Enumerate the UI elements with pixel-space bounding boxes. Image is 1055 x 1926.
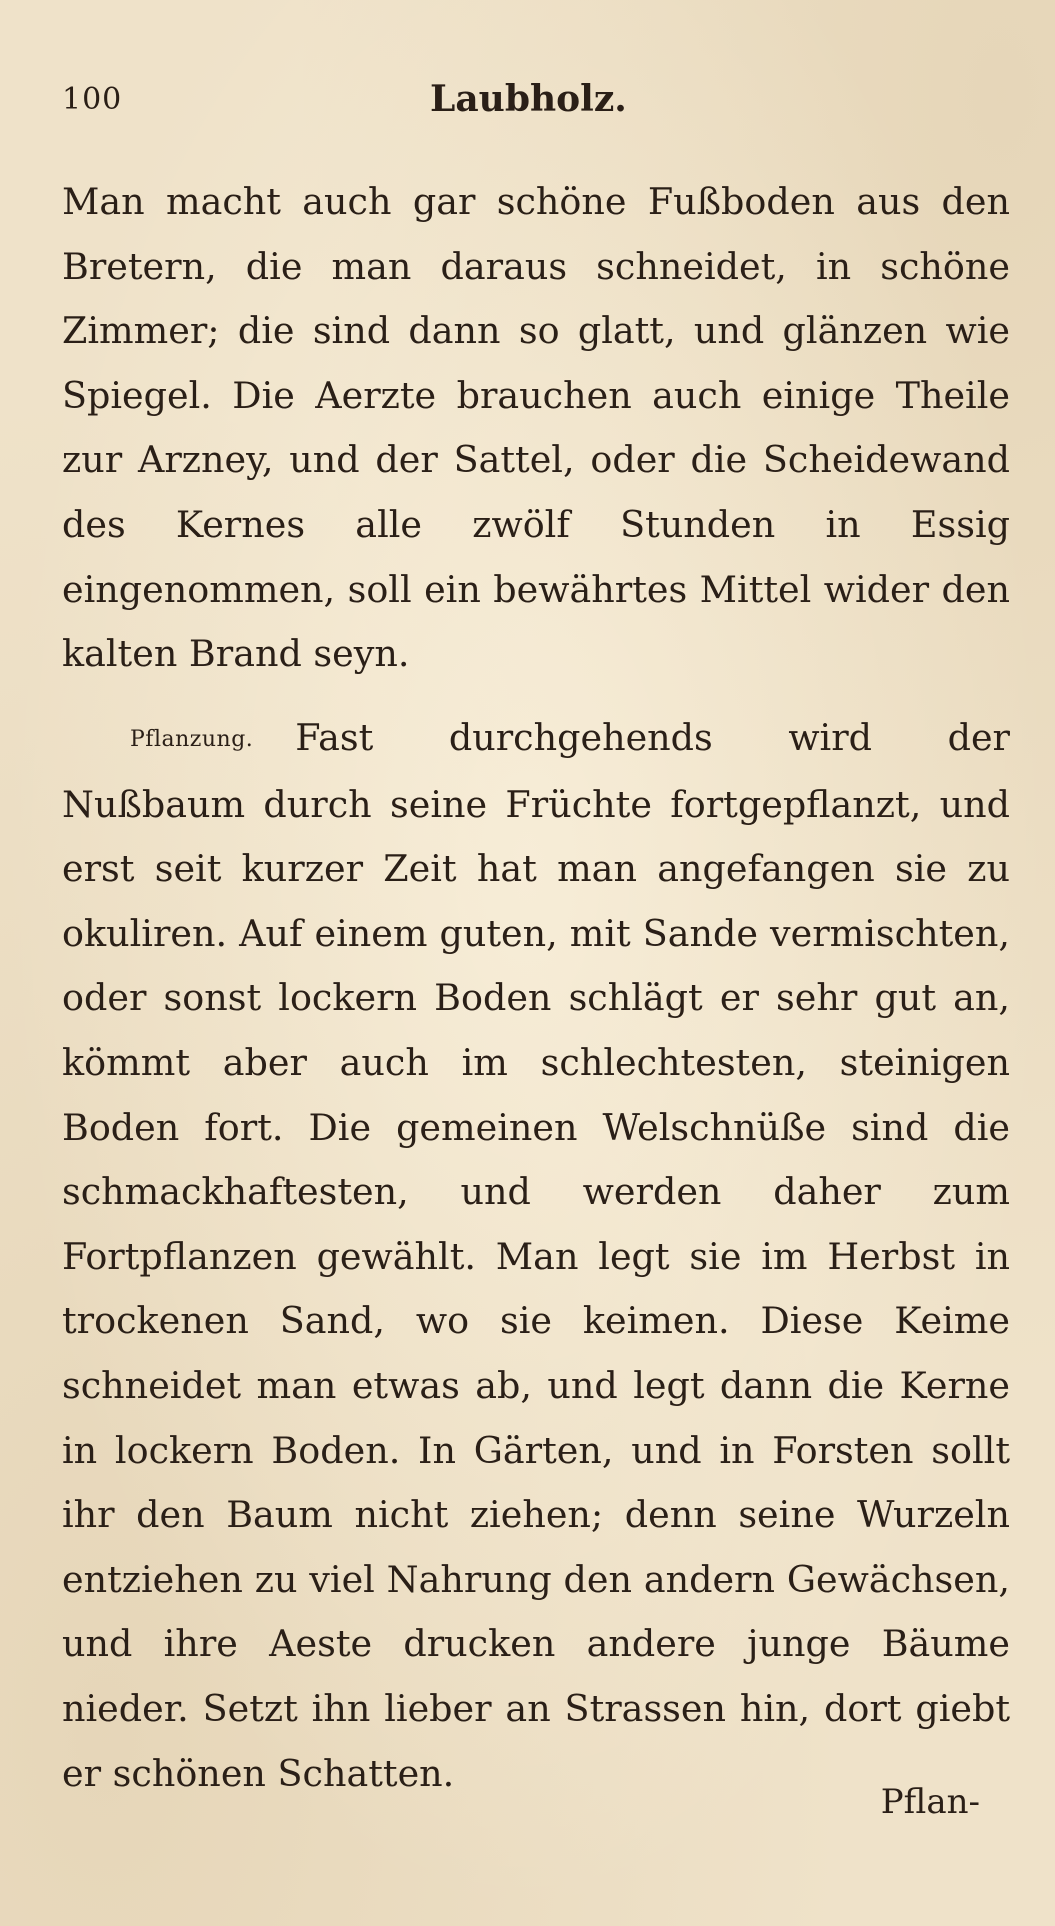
catchword: Pflan- [880,1782,980,1822]
paragraph-planting [62,706,1010,1795]
margin-note: Pflanzung. [130,727,254,752]
paragraph-text: Man macht auch gar schöne Fußboden aus den Bretern, die man daraus schneidet, in schöne Zimmer; die sind dann so glatt, und glänzen wie Spiegel. Die Aerzte brauchen auch einige Theile zur Arzney, und der Sattel, oder die Scheidewand des Kernes alle zwölf Stunden in Essig eingenommen, soll ein bewährtes Mittel wider den kalten Brand seyn. [62,180,1010,676]
page-header [62,78,662,122]
paragraph-text: Fast durchgehends wird der Nußbaum durch seine Früchte fortgepflanzt, und erst seit kurzer Zeit hat man angefangen sie zu okuliren. Auf einem guten, mit Sande vermischten, oder sonst lockern Boden schlägt er sehr gut an, kömmt aber auch im schlechtesten, steinigen Boden fort. Die gemeinen Welschnüße sind die schmackhaftesten, und werden daher zum Fortpflanzen gewählt. Man legt sie im Herbst in trockenen Sand, wo sie keimen. Diese Keime schneidet man etwas ab, und legt dann die Kerne in lockern Boden. In Gärten, und in Forsten sollt ihr den Baum nicht ziehen; denn seine Wurzeln entziehen zu viel Nahrung den andern Gewächsen, und ihre Aeste drucken andere junge Bäume nieder. Setzt ihn lieber an Strassen hin, dort giebt er schönen Schatten. [62,716,1010,1795]
running-head: Laubholz. [430,78,627,120]
paragraph-uses [62,170,1010,690]
page-number: 100 [62,82,123,117]
